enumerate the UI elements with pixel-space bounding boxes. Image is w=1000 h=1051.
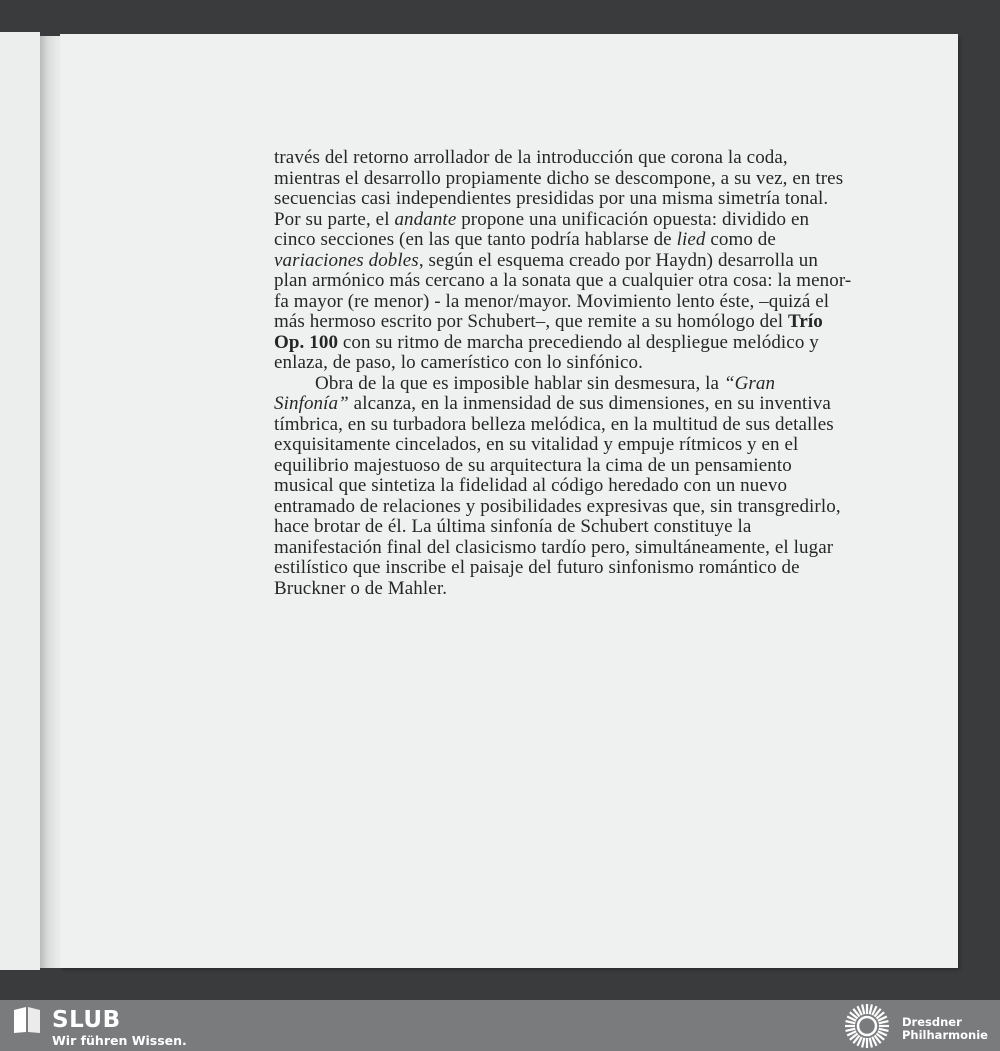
text-italic: lied bbox=[676, 229, 706, 250]
library-tagline: Wir führen Wissen. bbox=[52, 1033, 187, 1048]
book-gutter bbox=[40, 36, 62, 968]
paragraph bbox=[274, 374, 854, 600]
footer-bar bbox=[0, 1000, 1000, 1051]
partner-name bbox=[902, 1016, 988, 1042]
text-italic: variaciones dobles bbox=[274, 249, 419, 271]
body-text bbox=[274, 148, 854, 599]
library-name: SLUB bbox=[52, 1007, 121, 1033]
text-segment: con su ritmo de marcha precediendo al despliegue melódico y enlaza, de paso, lo camerístico con lo sinfónico. bbox=[274, 331, 819, 373]
text-italic: “Gran Sinfonía” bbox=[274, 372, 776, 414]
text-segment: través del retorno arrollador de la introducción que corona la coda, mientras el desarrollo propiamente dicho se descompone, a su vez, en tres secuencias casi independientes presididas por una misma simetría tonal. Por su parte, el bbox=[274, 147, 844, 230]
text-bold: Trío Op. 100 bbox=[274, 311, 823, 353]
text-segment: Obra de la que es imposible hablar sin desmesura, la bbox=[315, 372, 724, 394]
partner-name-line1: Dresdner bbox=[902, 1015, 962, 1029]
text-segment: como de bbox=[705, 229, 776, 250]
text-segment: , según el esquema creado por Haydn) desarrolla un plan armónico más cercano a la sonata que a cualquier otra cosa: la menor-fa mayor (re menor) - la menor/mayor. Movimiento lento éste, –quizá el más hermoso escrito por Schubert–, que remite a su homólogo del bbox=[274, 249, 852, 332]
text-segment: alcanza, en la inmensidad de sus dimensiones, en su inventiva tímbrica, en su turbadora belleza melódica, en la multitud de sus detalles exquisitamente cincelados, en su vitalidad y empuje rítmicos y en el equilibrio majestuoso de su arquitectura la cima de un pensamiento musical que sintetiza la fidelidad al código heredado con un nuevo entramado de relaciones y posibilidades expresivas que, sin transgredirlo, hace brotar de él. La última sinfonía de Schubert constituye la manifestación final del clasicismo tardío pero, simultáneamente, el lugar estilístico que inscribe el paisaje del futuro sinfonismo romántico de Bruckner o de Mahler. bbox=[274, 393, 841, 599]
slub-book-icon bbox=[13, 1006, 43, 1034]
right-page bbox=[60, 34, 958, 968]
text-italic: andante bbox=[394, 208, 457, 230]
left-page-edge bbox=[0, 32, 40, 970]
partner-name-line2: Philharmonie bbox=[902, 1028, 988, 1042]
text-segment: propone una unificación opuesta: dividido en cinco secciones (en las que tanto podría hablarse de bbox=[274, 208, 810, 250]
sunburst-logo-icon bbox=[842, 1003, 892, 1049]
paragraph bbox=[274, 148, 854, 374]
